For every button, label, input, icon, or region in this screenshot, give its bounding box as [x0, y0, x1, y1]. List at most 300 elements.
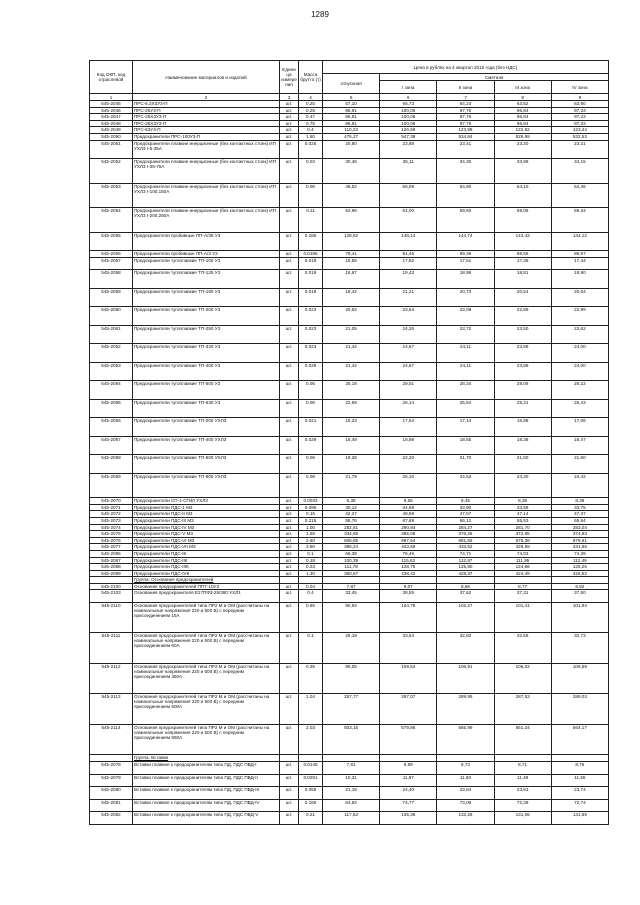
table-row [90, 663, 609, 694]
price-zone2-cell: 24,11 [437, 362, 494, 381]
price-zone2-cell: 284,27 [437, 524, 494, 531]
code-cell: 545-2065 [90, 399, 133, 418]
price-zone3-cell: 529,99 [494, 133, 551, 140]
table-row [90, 524, 609, 531]
table-row [90, 436, 609, 455]
price-zone2-cell: 74,71 [437, 550, 494, 557]
price-zone3-cell: 8,35 [494, 498, 551, 505]
code-cell: 545-2080 [90, 787, 133, 800]
price-release-cell: 7,61 [323, 762, 380, 775]
unit-cell: шт. [280, 694, 299, 725]
name-cell: Предохранители пробивные ПП-А/3К У3 [133, 232, 280, 251]
price-zone4-cell: 20,64 [551, 288, 608, 307]
price-zone3-cell: 23,20 [494, 140, 551, 159]
price-zone3-cell [494, 577, 551, 584]
table-row [90, 633, 609, 664]
price-zone2-cell: 289,95 [437, 694, 494, 725]
unit-cell: шт. [280, 557, 299, 564]
unit-cell: шт. [280, 583, 299, 590]
price-zone1-cell: 74,77 [380, 799, 437, 812]
price-zone2-cell: 54,60 [437, 183, 494, 208]
table-row [90, 544, 609, 551]
mass-cell: 0.019 [299, 288, 323, 307]
price-release-cell: 334,55 [323, 531, 380, 538]
price-zone2-cell: 376,26 [437, 531, 494, 538]
unit-cell: шт. [280, 362, 299, 381]
unit-cell: шт. [280, 251, 299, 258]
price-zone4-cell: 112,49 [551, 557, 608, 564]
price-release-cell: 21,42 [323, 344, 380, 363]
table-row [90, 159, 609, 184]
name-cell: Предохранители СП-1-СП40 УХЛ3 [133, 498, 280, 505]
price-release-cell: 20,80 [323, 140, 380, 159]
price-release-cell: 15,56 [323, 257, 380, 270]
price-release-cell: 7,87 [323, 583, 380, 590]
price-zone2-cell: 66,12 [437, 517, 494, 524]
price-zone2-cell: 17,14 [437, 418, 494, 437]
name-cell: Предохранители ПДС-1 М3 [133, 504, 280, 511]
name-cell: Предохранители ПДС-IVК [133, 570, 280, 577]
price-zone1-cell: 8,65 [380, 498, 437, 505]
mass-cell: 0.0033 [299, 498, 323, 505]
price-release-cell: 64,92 [323, 799, 380, 812]
price-release-cell: 86,91 [323, 107, 380, 114]
name-cell: Предохранители ПДС-IV М3 [133, 524, 280, 531]
group-row [90, 755, 609, 762]
mass-cell: 0.25 [299, 107, 323, 114]
table-row [90, 537, 609, 544]
price-zone2-cell: 23,09 [437, 307, 494, 326]
mass-cell: 0.096 [299, 504, 323, 511]
header-num-4: 4 [299, 94, 323, 101]
price-zone2-cell: 534,84 [437, 133, 494, 140]
code-cell: 545-2075 [90, 531, 133, 538]
price-zone3-cell: 122,82 [494, 127, 551, 134]
unit-cell: шт. [280, 436, 299, 455]
price-zone2-cell: 59,60 [437, 208, 494, 233]
code-cell: 545-2059 [90, 288, 133, 307]
price-zone2-cell: 97,76 [437, 114, 494, 121]
code-cell: 545-2061 [90, 325, 133, 344]
mass-cell: 0.04 [299, 583, 323, 590]
code-cell: 545-2050 [90, 133, 133, 140]
unit-cell: шт. [280, 307, 299, 326]
price-zone4-cell: 18,47 [551, 436, 608, 455]
table-row [90, 270, 609, 289]
price-zone4-cell: 97,33 [551, 107, 608, 114]
price-zone3-cell: 23,63 [494, 787, 551, 800]
name-cell: ПРС-6,3ХЗУ3-П [133, 101, 280, 108]
price-release-cell: 110,23 [323, 127, 380, 134]
mass-cell: 1.30 [299, 570, 323, 577]
price-zone1-cell: 438,42 [380, 570, 437, 577]
name-cell: Предохранители тугоплавкие ТП-600 УХЛ3 [133, 455, 280, 474]
mass-cell: 0.47 [299, 114, 323, 121]
mass-cell: 0.055 [299, 787, 323, 800]
price-zone3-cell: 424,49 [494, 570, 551, 577]
price-zone3-cell: 18,38 [494, 436, 551, 455]
name-cell: Группа: Вставки [133, 755, 280, 762]
header-num-9: 9 [551, 94, 608, 101]
table-row [90, 504, 609, 511]
price-zone1-cell: 148,14 [380, 232, 437, 251]
name-cell: Предохранители ПДС-VI М3 [133, 537, 280, 544]
price-zone1-cell: 443,69 [380, 544, 437, 551]
price-zone3-cell: 281,70 [494, 524, 551, 531]
price-zone3-cell: 24,30 [494, 473, 551, 498]
code-cell: 545-2052 [90, 159, 133, 184]
table-row [90, 307, 609, 326]
unit-cell: шт. [280, 663, 299, 694]
mass-cell: 0.06 [299, 399, 323, 418]
table-row [90, 531, 609, 538]
price-zone3-cell: 561,24 [494, 724, 551, 755]
mass-cell: 0.21 [299, 812, 323, 825]
price-zone1-cell: 66,73 [380, 101, 437, 108]
price-zone4-cell: 23,62 [551, 325, 608, 344]
price-zone2-cell: 17,51 [437, 257, 494, 270]
code-cell: 545-2062 [90, 344, 133, 363]
price-zone4-cell: 72,74 [551, 799, 608, 812]
price-release-cell: 90,92 [323, 602, 380, 633]
price-zone2-cell: 125,80 [437, 564, 494, 571]
price-zone4-cell: 65,84 [551, 517, 608, 524]
name-cell: ПРС-63У3-П [133, 127, 280, 134]
mass-cell: 0.25 [299, 101, 323, 108]
name-cell: Предохранители тугоплавкие ТП-400 УХЛ3 [133, 436, 280, 455]
name-cell: Предохранители плавкие инерционные (без контактных стоек) ИП УХЛ3 I-35-75А [133, 159, 280, 184]
code-cell: 545-2100 [90, 583, 133, 590]
price-zone4-cell: 97,33 [551, 114, 608, 121]
price-release-cell: 605,65 [323, 537, 380, 544]
price-table [89, 60, 609, 825]
name-cell: Вставки плавкие к предохранителям типа ПД, ПДС ПВД-I [133, 762, 280, 775]
mass-cell: 2.03 [299, 724, 323, 755]
price-zone2-cell: 565,99 [437, 724, 494, 755]
header-name: Наименование материалов и изделий [133, 61, 280, 94]
code-cell: 545-2045 [90, 101, 133, 108]
price-release-cell: 20,52 [323, 307, 380, 326]
mass-cell: 0.65 [299, 602, 323, 633]
price-zone3-cell: 22,89 [494, 307, 551, 326]
price-zone1-cell: 91,45 [380, 251, 437, 258]
price-zone3-cell: 20,54 [494, 288, 551, 307]
price-zone3-cell: 59,06 [494, 208, 551, 233]
code-cell: 545-2064 [90, 381, 133, 400]
price-zone4-cell: 22,99 [551, 307, 608, 326]
price-zone3-cell: 143,43 [494, 232, 551, 251]
unit-cell: шт. [280, 183, 299, 208]
name-cell: ПРС-25У3-П [133, 107, 280, 114]
price-zone3-cell: 32,56 [494, 633, 551, 664]
code-cell: 545-2048 [90, 120, 133, 127]
price-zone1-cell: 579,86 [380, 724, 437, 755]
code-cell: 545-2103 [90, 590, 133, 603]
price-zone4-cell: 24,00 [551, 344, 608, 363]
price-release-cell: 6,38 [323, 498, 380, 505]
price-zone1-cell: 26,14 [380, 399, 437, 418]
name-cell: Предохранители ПДС-VII М3 [133, 544, 280, 551]
mass-cell: 0.06 [299, 183, 323, 208]
name-cell: Предохранители тугоплавкие ТП-125 У3 [133, 270, 280, 289]
unit-cell: шт. [280, 208, 299, 233]
table-row [90, 812, 609, 825]
price-zone4-cell: 17,06 [551, 418, 608, 437]
code-cell: 545-2079 [90, 774, 133, 787]
code-cell: 545-2076 [90, 537, 133, 544]
table-row [90, 208, 609, 233]
price-zone2-cell: 33,90 [437, 504, 494, 511]
price-zone3-cell: 96,84 [494, 107, 551, 114]
unit-cell [280, 577, 299, 584]
price-zone4-cell: 88,97 [551, 251, 608, 258]
price-zone4-cell [551, 577, 608, 584]
price-zone3-cell: 8,71 [494, 762, 551, 775]
code-cell: 545-2074 [90, 524, 133, 531]
price-zone2-cell: 23,84 [437, 787, 494, 800]
price-zone4-cell: 18,90 [551, 270, 608, 289]
header-num-5: 5 [323, 94, 380, 101]
price-zone1-cell: 25,10 [380, 473, 437, 498]
table-row [90, 362, 609, 381]
mass-cell: 0.029 [299, 436, 323, 455]
table-row [90, 602, 609, 633]
price-zone3-cell: 106,02 [494, 663, 551, 694]
price-zone3-cell: 111,95 [494, 557, 551, 564]
price-release-cell [323, 755, 380, 762]
price-zone2-cell: 23,41 [437, 140, 494, 159]
price-zone2-cell: 97,76 [437, 120, 494, 127]
unit-cell: шт. [280, 325, 299, 344]
price-zone1-cell: 61,00 [380, 208, 437, 233]
price-zone1-cell: 67,68 [380, 517, 437, 524]
price-release-cell: 10,31 [323, 774, 380, 787]
price-zone4-cell: 289,03 [551, 694, 608, 725]
unit-cell: шт. [280, 602, 299, 633]
mass-cell: 0.023 [299, 325, 323, 344]
price-release-cell: 475,27 [323, 133, 380, 140]
price-zone4-cell: 125,26 [551, 564, 608, 571]
price-zone1-cell: 34,69 [380, 504, 437, 511]
name-cell: Предохранители ПДС-V М3 [133, 531, 280, 538]
price-zone1-cell: 38,55 [380, 590, 437, 603]
price-release-cell: 22,69 [323, 399, 380, 418]
price-zone3-cell: 96,84 [494, 120, 551, 127]
table-row [90, 325, 609, 344]
code-cell: 545-2070 [90, 498, 133, 505]
unit-cell: шт. [280, 159, 299, 184]
table-row [90, 114, 609, 121]
price-zone3-cell: 675,38 [494, 537, 551, 544]
price-release-cell: 503,15 [323, 724, 380, 755]
mass-cell: 1.00 [299, 524, 323, 531]
mass-cell: 1.60 [299, 133, 323, 140]
name-cell: Предохранители ПДС-IIIК [133, 564, 280, 571]
unit-cell: шт. [280, 232, 299, 251]
name-cell: Основания предохранителей типа ПР2 М и ОМ (рассчитаны на номинальные напряжения 220 и 500 В) с передним присоединением 600А [133, 694, 280, 725]
code-cell: 545-2066 [90, 418, 133, 437]
name-cell: Предохранители плавкие инерционные (без контактных стоек) ИП УХЛ3 I-200,250А [133, 208, 280, 233]
price-release-cell: 29,19 [323, 633, 380, 664]
name-cell: Предохранители тугоплавкие ТП-200 УХЛ3 [133, 418, 280, 437]
price-zone4-cell: 23,31 [551, 140, 608, 159]
mass-cell: 0.185 [299, 799, 323, 812]
price-zone1-cell: 697,54 [380, 537, 437, 544]
name-cell: Основания предохранителей типа ПР2 М и ОМ (рассчитаны на номинальные напряжения 220 и 500 В) с передним присоединением 350А [133, 663, 280, 694]
header-num-6: 6 [380, 94, 437, 101]
unit-cell: шт. [280, 473, 299, 498]
price-zone3-cell: 16,98 [494, 418, 551, 437]
mass-cell: 2.60 [299, 537, 323, 544]
name-cell: Основания предохранителей типа ПР2 М и ОМ (рассчитаны на номинальные напряжения 220 и 500 В) с передним присоединением 60А [133, 633, 280, 664]
unit-cell: шт. [280, 288, 299, 307]
price-zone1-cell: 35,11 [380, 159, 437, 184]
code-cell: 545-2054 [90, 208, 133, 233]
price-zone3-cell: 11,49 [494, 774, 551, 787]
mass-cell: 0.0291 [299, 774, 323, 787]
table-row [90, 550, 609, 557]
header-num-3: 3 [280, 94, 299, 101]
price-zone1-cell: 17,92 [380, 257, 437, 270]
header-code: Код ОКП, код отраслевой [90, 61, 133, 94]
unit-cell: шт. [280, 257, 299, 270]
price-release-cell: 57,10 [323, 101, 380, 108]
price-zone2-cell: 144,74 [437, 232, 494, 251]
price-release-cell: 128,62 [323, 232, 380, 251]
price-zone3-cell: 33,99 [494, 159, 551, 184]
name-cell: Предохранители тугоплавкие ТП-250 У3 [133, 325, 280, 344]
price-zone1-cell: 18,99 [380, 436, 437, 455]
code-cell: 545-2110 [90, 602, 133, 633]
unit-cell: шт. [280, 537, 299, 544]
table-row [90, 583, 609, 590]
name-cell: Предохранители тугоплавкие ТП-100 У3 [133, 257, 280, 270]
mass-cell: 0.023 [299, 344, 323, 363]
price-zone4-cell: 678,61 [551, 537, 608, 544]
price-zone1-cell: 23,64 [380, 307, 437, 326]
code-cell: 545-2071 [90, 504, 133, 511]
code-cell: 545-2051 [90, 140, 133, 159]
price-zone2-cell: 32,83 [437, 633, 494, 664]
unit-cell: шт. [280, 101, 299, 108]
price-zone3-cell: 23,89 [494, 344, 551, 363]
price-zone2-cell: 28,34 [437, 381, 494, 400]
price-zone2-cell: 123,98 [437, 127, 494, 134]
mass-cell: 0.029 [299, 362, 323, 381]
code-cell: 545-2088 [90, 564, 133, 571]
unit-cell: шт. [280, 511, 299, 518]
price-zone3-cell: 63,52 [494, 101, 551, 108]
unit-cell: шт. [280, 270, 299, 289]
price-zone3-cell: 23,89 [494, 362, 551, 381]
price-zone2-cell: 24,11 [437, 344, 494, 363]
price-zone3-cell: 18,81 [494, 270, 551, 289]
price-zone1-cell: 9,07 [380, 583, 437, 590]
price-release-cell: 252,61 [323, 524, 380, 531]
unit-cell: шт. [280, 120, 299, 127]
price-zone4-cell: 426,52 [551, 570, 608, 577]
price-zone3-cell: 287,53 [494, 694, 551, 725]
name-cell: Предохранители тугоплавкие ТП-160 У3 [133, 288, 280, 307]
table-row [90, 120, 609, 127]
unit-cell [280, 755, 299, 762]
price-zone4-cell: 63,90 [551, 101, 608, 108]
price-zone4-cell: 74,39 [551, 550, 608, 557]
header-zone-3: III зона [494, 81, 551, 94]
price-zone1-cell: 385,06 [380, 531, 437, 538]
price-zone2-cell: 25,54 [437, 399, 494, 418]
name-cell: ПРС-25ХЗУ3-П [133, 114, 280, 121]
code-cell: 545-2082 [90, 812, 133, 825]
mass-cell: 0.019 [299, 270, 323, 289]
price-zone2-cell: 21,70 [437, 455, 494, 474]
price-zone2-cell: 102,27 [437, 602, 494, 633]
price-zone4-cell: 34,15 [551, 159, 608, 184]
mass-cell: 0.16 [299, 511, 323, 518]
name-cell: Вставки плавкие к предохранителям типа ПД, ПДС ПВД-V [133, 812, 280, 825]
unit-cell: шт. [280, 140, 299, 159]
mass-cell: 0.08 [299, 473, 323, 498]
price-zone3-cell: 28,08 [494, 381, 551, 400]
price-zone2-cell: 34,30 [437, 159, 494, 184]
price-zone3-cell: 65,53 [494, 517, 551, 524]
mass-cell: 0.18 [299, 557, 323, 564]
mass-cell: 0.05 [299, 381, 323, 400]
price-release-cell: 18,42 [323, 288, 380, 307]
unit-cell: шт. [280, 455, 299, 474]
mass-cell: 0.021 [299, 418, 323, 437]
price-zone1-cell: 22,20 [380, 455, 437, 474]
header-number-row [90, 94, 609, 101]
price-zone3-cell: 37,31 [494, 590, 551, 603]
price-release-cell: 95,05 [323, 663, 380, 694]
price-zone1-cell: 48,68 [380, 511, 437, 518]
price-release-cell: 33,45 [323, 590, 380, 603]
price-release-cell: 380,67 [323, 570, 380, 577]
price-zone1-cell: 126,69 [380, 127, 437, 134]
code-cell: 545-2058 [90, 270, 133, 289]
code-cell [90, 577, 133, 584]
price-release-cell: 257,77 [323, 694, 380, 725]
price-zone3-cell: 21,50 [494, 455, 551, 474]
price-zone4-cell: 123,44 [551, 127, 608, 134]
price-zone2-cell: 89,36 [437, 251, 494, 258]
mass-cell: 0.11 [299, 208, 323, 233]
code-cell: 545-2049 [90, 127, 133, 134]
price-zone2-cell: 20,73 [437, 288, 494, 307]
mass-cell: 0.0145 [299, 762, 323, 775]
price-zone1-cell: 547,38 [380, 133, 437, 140]
price-zone4-cell: 131,69 [551, 812, 608, 825]
name-cell: Группа: Основания предохранителей [133, 577, 280, 584]
price-zone2-cell: 112,97 [437, 557, 494, 564]
price-zone1-cell [380, 755, 437, 762]
price-zone2-cell: 428,37 [437, 570, 494, 577]
table-row [90, 570, 609, 577]
name-cell: Вставки плавкие к предохранителям типа ПД, ПДС ПВД-III [133, 787, 280, 800]
price-zone4-cell: 97,33 [551, 120, 608, 127]
price-release-cell: 19,28 [323, 455, 380, 474]
header-zone-2: II зона [437, 81, 494, 94]
price-zone1-cell: 33,64 [380, 633, 437, 664]
unit-cell: шт. [280, 107, 299, 114]
price-zone1-cell: 24,67 [380, 362, 437, 381]
price-zone2-cell: 8,45 [437, 498, 494, 505]
price-zone4-cell [551, 755, 608, 762]
price-zone4-cell: 21,60 [551, 455, 608, 474]
price-release-cell: 21,42 [323, 362, 380, 381]
code-cell: 545-2046 [90, 107, 133, 114]
